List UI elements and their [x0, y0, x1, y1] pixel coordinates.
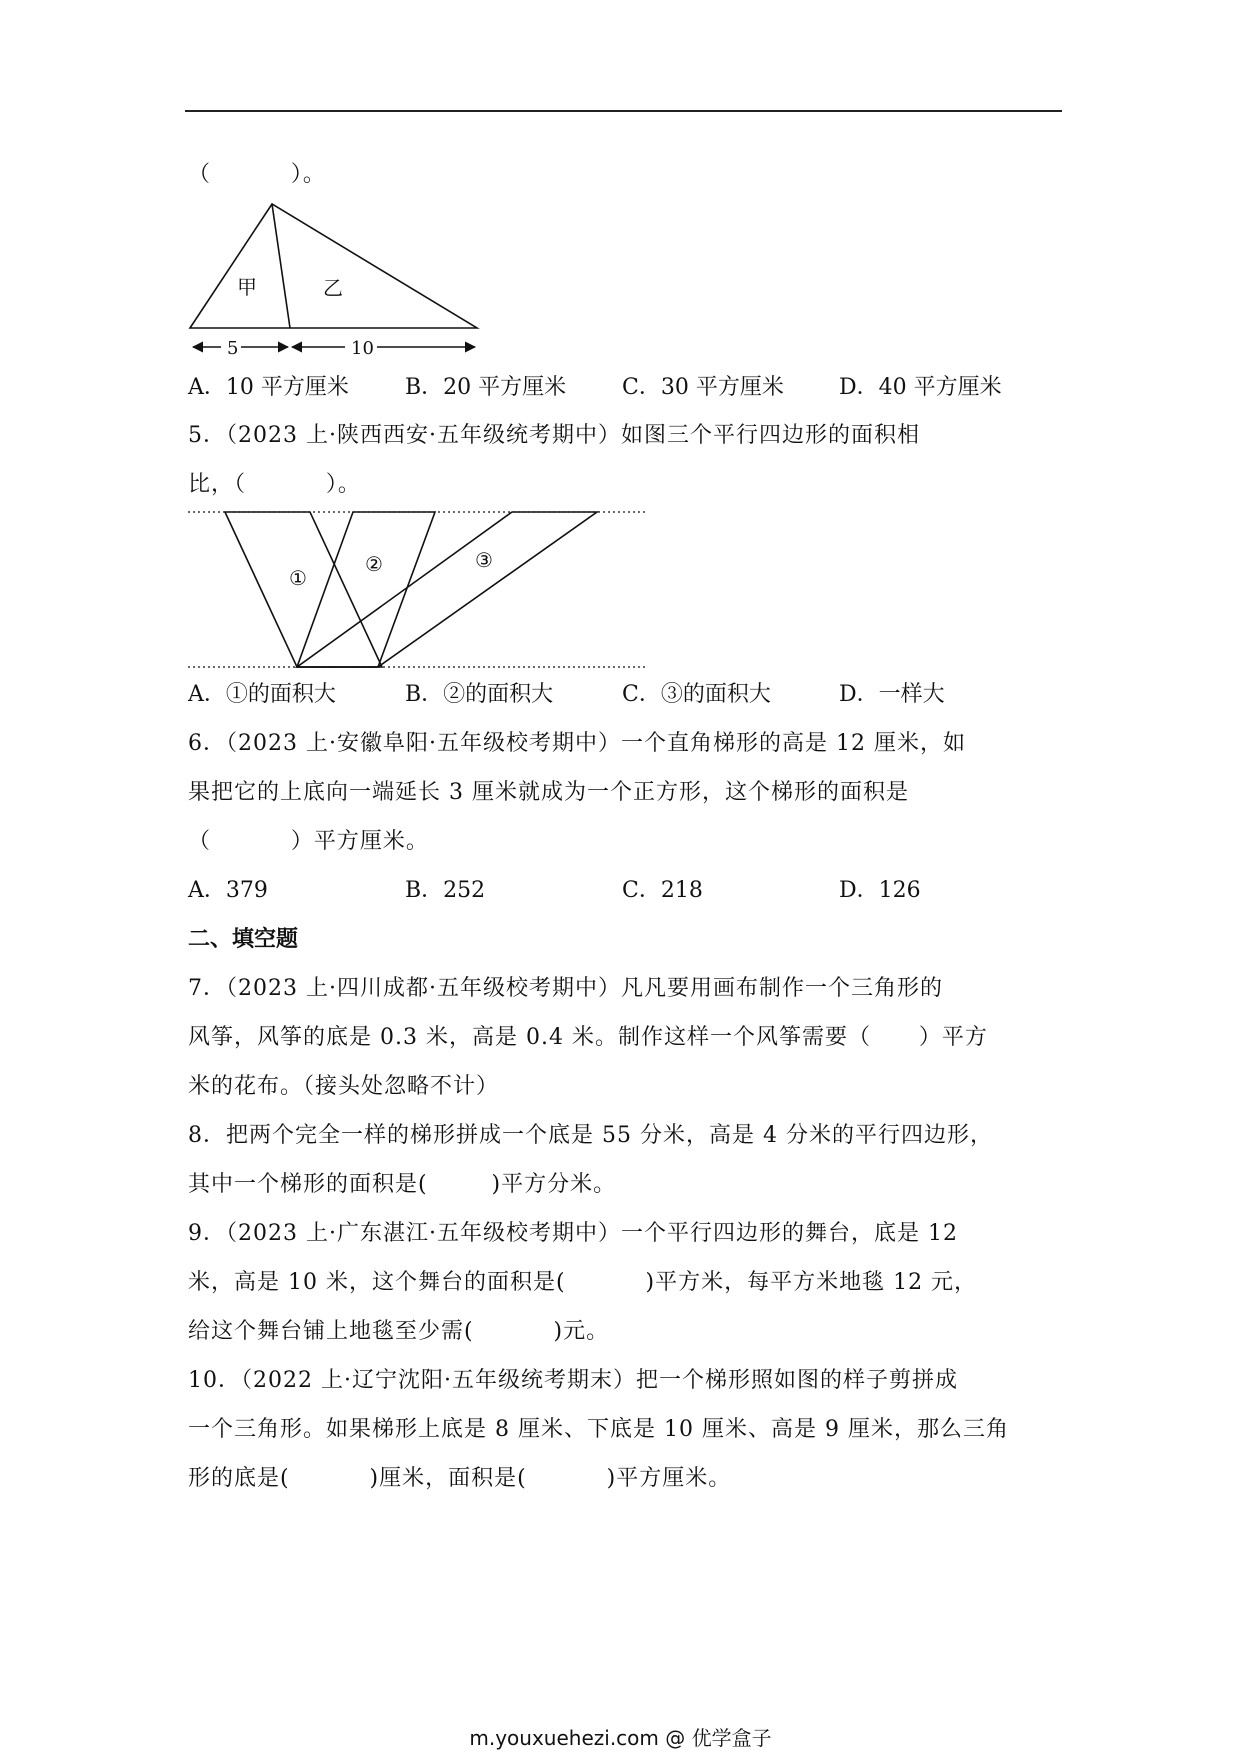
q6-option-c[interactable]: C．218 [622, 878, 703, 903]
q6-option-d[interactable]: D．126 [839, 878, 921, 903]
q10-line3: 形的底是( )厘米，面积是( )平方厘米。 [188, 1466, 732, 1491]
dim-right-label: 10 [351, 338, 374, 359]
q5-option-d[interactable]: D．一样大 [839, 682, 945, 707]
label-3: ③ [475, 548, 493, 572]
region-yi-label: 乙 [323, 276, 343, 300]
q7-line2: 风筝，风筝的底是 0.3 米，高是 0.4 米。制作这样一个风筝需要（ ）平方 [188, 1025, 988, 1050]
triangle-divider [272, 204, 290, 328]
q5-option-c[interactable]: C．③的面积大 [622, 682, 771, 707]
q4-option-d[interactable]: D．40 平方厘米 [839, 375, 1002, 400]
q5-parallelograms-figure [185, 505, 655, 675]
parallelogram-3 [297, 512, 597, 667]
q7-line1: 7．（2023 上·四川成都·五年级校考期中）凡凡要用画布制作一个三角形的 [188, 976, 943, 1001]
q10-line1: 10．（2022 上·辽宁沈阳·五年级统考期末）把一个梯形照如图的样子剪拼成 [188, 1368, 958, 1393]
q5-option-b[interactable]: B．②的面积大 [405, 682, 554, 707]
dim-left-label: 5 [227, 338, 239, 359]
parallelogram-2 [297, 512, 435, 667]
page-footer: m.youxuehezi.com @ 优学盒子 [469, 1726, 772, 1750]
q6-line2: 果把它的上底向一端延长 3 厘米就成为一个正方形，这个梯形的面积是 [188, 780, 909, 805]
q4-answer-blank: （ ）。 [188, 162, 326, 187]
q4-option-a[interactable]: A．10 平方厘米 [188, 375, 349, 400]
q9-line1: 9．（2023 上·广东湛江·五年级校考期中）一个平行四边形的舞台，底是 12 [188, 1221, 958, 1246]
q9-line3: 给这个舞台铺上地毯至少需( )元。 [188, 1319, 610, 1344]
q5-line2: 比，（ ）。 [188, 472, 361, 497]
triangle-outline [190, 204, 477, 328]
q5-line1: 5．（2023 上·陕西西安·五年级统考期中）如图三个平行四边形的面积相 [188, 423, 920, 448]
label-1: ① [289, 566, 307, 590]
q8-line2: 其中一个梯形的面积是( )平方分米。 [188, 1172, 617, 1197]
q4-option-b[interactable]: B．20 平方厘米 [405, 375, 567, 400]
header-rule [185, 110, 1062, 112]
q5-option-a[interactable]: A．①的面积大 [188, 682, 336, 707]
label-2: ② [365, 552, 383, 576]
q9-line2: 米，高是 10 米，这个舞台的面积是( )平方米，每平方米地毯 12 元， [188, 1270, 978, 1295]
section-heading-fill-blank: 二、填空题 [188, 927, 299, 952]
q4-triangle-figure [185, 200, 485, 360]
q8-line1: 8．把两个完全一样的梯形拼成一个底是 55 分米，高是 4 分米的平行四边形， [188, 1123, 993, 1148]
q6-line1: 6．（2023 上·安徽阜阳·五年级校考期中）一个直角梯形的高是 12 厘米，如 [188, 731, 966, 756]
q7-line3: 米的花布。（接头处忽略不计） [188, 1074, 500, 1099]
q10-line2: 一个三角形。如果梯形上底是 8 厘米、下底是 10 厘米、高是 9 厘米，那么三角 [188, 1417, 1009, 1442]
q4-option-c[interactable]: C．30 平方厘米 [622, 375, 784, 400]
q6-line3: （ ）平方厘米。 [188, 829, 429, 854]
region-jia-label: 甲 [237, 275, 257, 299]
q6-option-a[interactable]: A．379 [188, 878, 268, 903]
q6-option-b[interactable]: B．252 [405, 878, 486, 903]
